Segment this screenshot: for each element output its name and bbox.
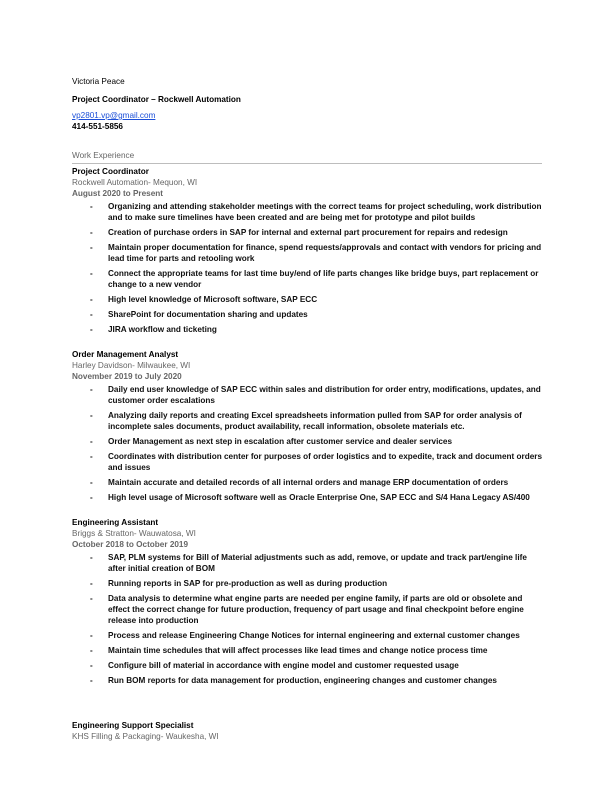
job-entry [72,720,542,742]
company-location: - Mequon, WI [148,178,198,187]
job-bullet [72,324,542,335]
job-bullet-text: Maintain time schedules that will affect processes like lead times and change notice process time [108,646,488,655]
dash-bullet-icon: - [90,646,93,655]
job-bullet-text: Data analysis to determine what engine parts are needed per engine family, if parts are old or obsolete and effect the correct change for future production, frequency of part usage and final checkpoint before engine release into production [108,594,524,625]
job-bullet-text: Daily end user knowledge of SAP ECC within sales and distribution for order entry, modifications, updates, and customer order escalations [108,385,541,405]
job-bullet [72,578,542,589]
resume-page [72,76,542,742]
company-location: - Milwaukee, WI [132,361,191,370]
job-bullet-text: Analyzing daily reports and creating Excel spreadsheets information pulled from SAP for order analysis of incomplete sales documents, product availability, recall information, obsolete materials etc. [108,411,522,431]
job-bullet-text: JIRA workflow and ticketing [108,325,217,334]
company-name: Rockwell Automation [72,178,148,187]
dash-bullet-icon: - [90,243,93,252]
company-location: - Waukesha, WI [160,732,219,741]
company-name: Harley Davidson [72,361,133,370]
job-bullet-text: Run BOM reports for data management for production, engineering changes and customer changes [108,676,497,685]
dash-bullet-icon: - [90,310,93,319]
job-bullet-text: Running reports in SAP for pre-production as well as during production [108,579,388,588]
dash-bullet-icon: - [90,579,93,588]
job-bullet-text: Maintain accurate and detailed records of all internal orders and manage ERP documentation of orders [108,478,509,487]
dash-bullet-icon: - [90,295,93,304]
dash-bullet-icon: - [90,325,93,334]
job-bullet-list [72,384,542,503]
dash-bullet-icon: - [90,594,93,603]
dash-bullet-icon: - [90,269,93,278]
job-bullet [72,384,542,406]
dash-bullet-icon: - [90,661,93,670]
dash-bullet-icon: - [90,452,93,461]
job-bullet-list [72,552,542,686]
job-title: Order Management Analyst [72,350,179,359]
job-bullet [72,436,542,447]
job-bullet [72,645,542,656]
job-bullet [72,201,542,223]
job-bullet [72,552,542,574]
job-bullet [72,477,542,488]
headline-title: Project Coordinator – Rockwell Automation [72,95,241,104]
job-bullet [72,630,542,641]
job-bullet-text: High level usage of Microsoft software well as Oracle Enterprise One, SAP ECC and S/4 Hana Legacy AS/400 [108,493,530,502]
job-bullet-text: Coordinates with distribution center for purposes of order logistics and to expedite, track and document orders and issues [108,452,542,472]
job-bullet [72,492,542,503]
job-title: Project Coordinator [72,167,149,176]
dash-bullet-icon: - [90,676,93,685]
job-bullet [72,451,542,473]
company-name: KHS Filling & Packaging [72,732,161,741]
job-bullet-list [72,201,542,335]
job-bullet-text: SharePoint for documentation sharing and updates [108,310,308,319]
job-company [72,177,542,188]
company-name: Briggs & Stratton [72,529,134,538]
phone-number: 414-551-5856 [72,122,123,131]
dash-bullet-icon: - [90,385,93,394]
company-location: - Wauwatosa, WI [133,529,196,538]
candidate-name: Victoria Peace [72,77,125,86]
job-bullet [72,309,542,320]
job-company [72,528,542,539]
section-divider [72,163,542,164]
job-bullet [72,294,542,305]
dash-bullet-icon: - [90,478,93,487]
section-heading-work-experience: Work Experience [72,151,135,160]
job-bullet-text: Maintain proper documentation for finance, spend requests/approvals and contact with vendors for pricing and lead time for parts and retooling work [108,243,542,263]
job-bullet-text: Organizing and attending stakeholder meetings with the correct teams for project scheduling, work distribution and to make sure timelines have been created and are being met for prototype and pilot builds [108,202,542,222]
job-entry [72,517,542,686]
jobs-list [72,166,542,742]
job-bullet-text: Order Management as next step in escalation after customer service and dealer services [108,437,453,446]
job-bullet-text: Configure bill of material in accordance with engine model and customer requested usage [108,661,459,670]
job-bullet [72,268,542,290]
job-title: Engineering Support Specialist [72,721,194,730]
dash-bullet-icon: - [90,202,93,211]
job-entry [72,349,542,503]
job-bullet [72,227,542,238]
job-bullet [72,410,542,432]
dash-bullet-icon: - [90,411,93,420]
dash-bullet-icon: - [90,437,93,446]
job-bullet [72,660,542,671]
job-bullet [72,593,542,626]
job-entry [72,166,542,335]
job-bullet-text: Connect the appropriate teams for last time buy/end of life parts changes like bridge buys, part replacement or change to a new vendor [108,269,539,289]
job-dates: November 2019 to July 2020 [72,372,182,381]
job-dates: October 2018 to October 2019 [72,540,189,549]
job-company [72,360,542,371]
email-link[interactable]: vp2801.vp@gmail.com [72,111,156,120]
job-bullet-text: Process and release Engineering Change Notices for internal engineering and external customer changes [108,631,520,640]
job-company [72,731,542,742]
job-bullet-text: High level knowledge of Microsoft software, SAP ECC [108,295,318,304]
dash-bullet-icon: - [90,493,93,502]
job-dates: August 2020 to Present [72,189,163,198]
job-bullet-text: SAP, PLM systems for Bill of Material adjustments such as add, remove, or update and track part/engine life after initial creation of BOM [108,553,527,573]
job-bullet-text: Creation of purchase orders in SAP for internal and external part procurement for repairs and redesign [108,228,508,237]
job-bullet [72,242,542,264]
job-bullet [72,675,542,686]
dash-bullet-icon: - [90,553,93,562]
dash-bullet-icon: - [90,228,93,237]
dash-bullet-icon: - [90,631,93,640]
job-title: Engineering Assistant [72,518,159,527]
